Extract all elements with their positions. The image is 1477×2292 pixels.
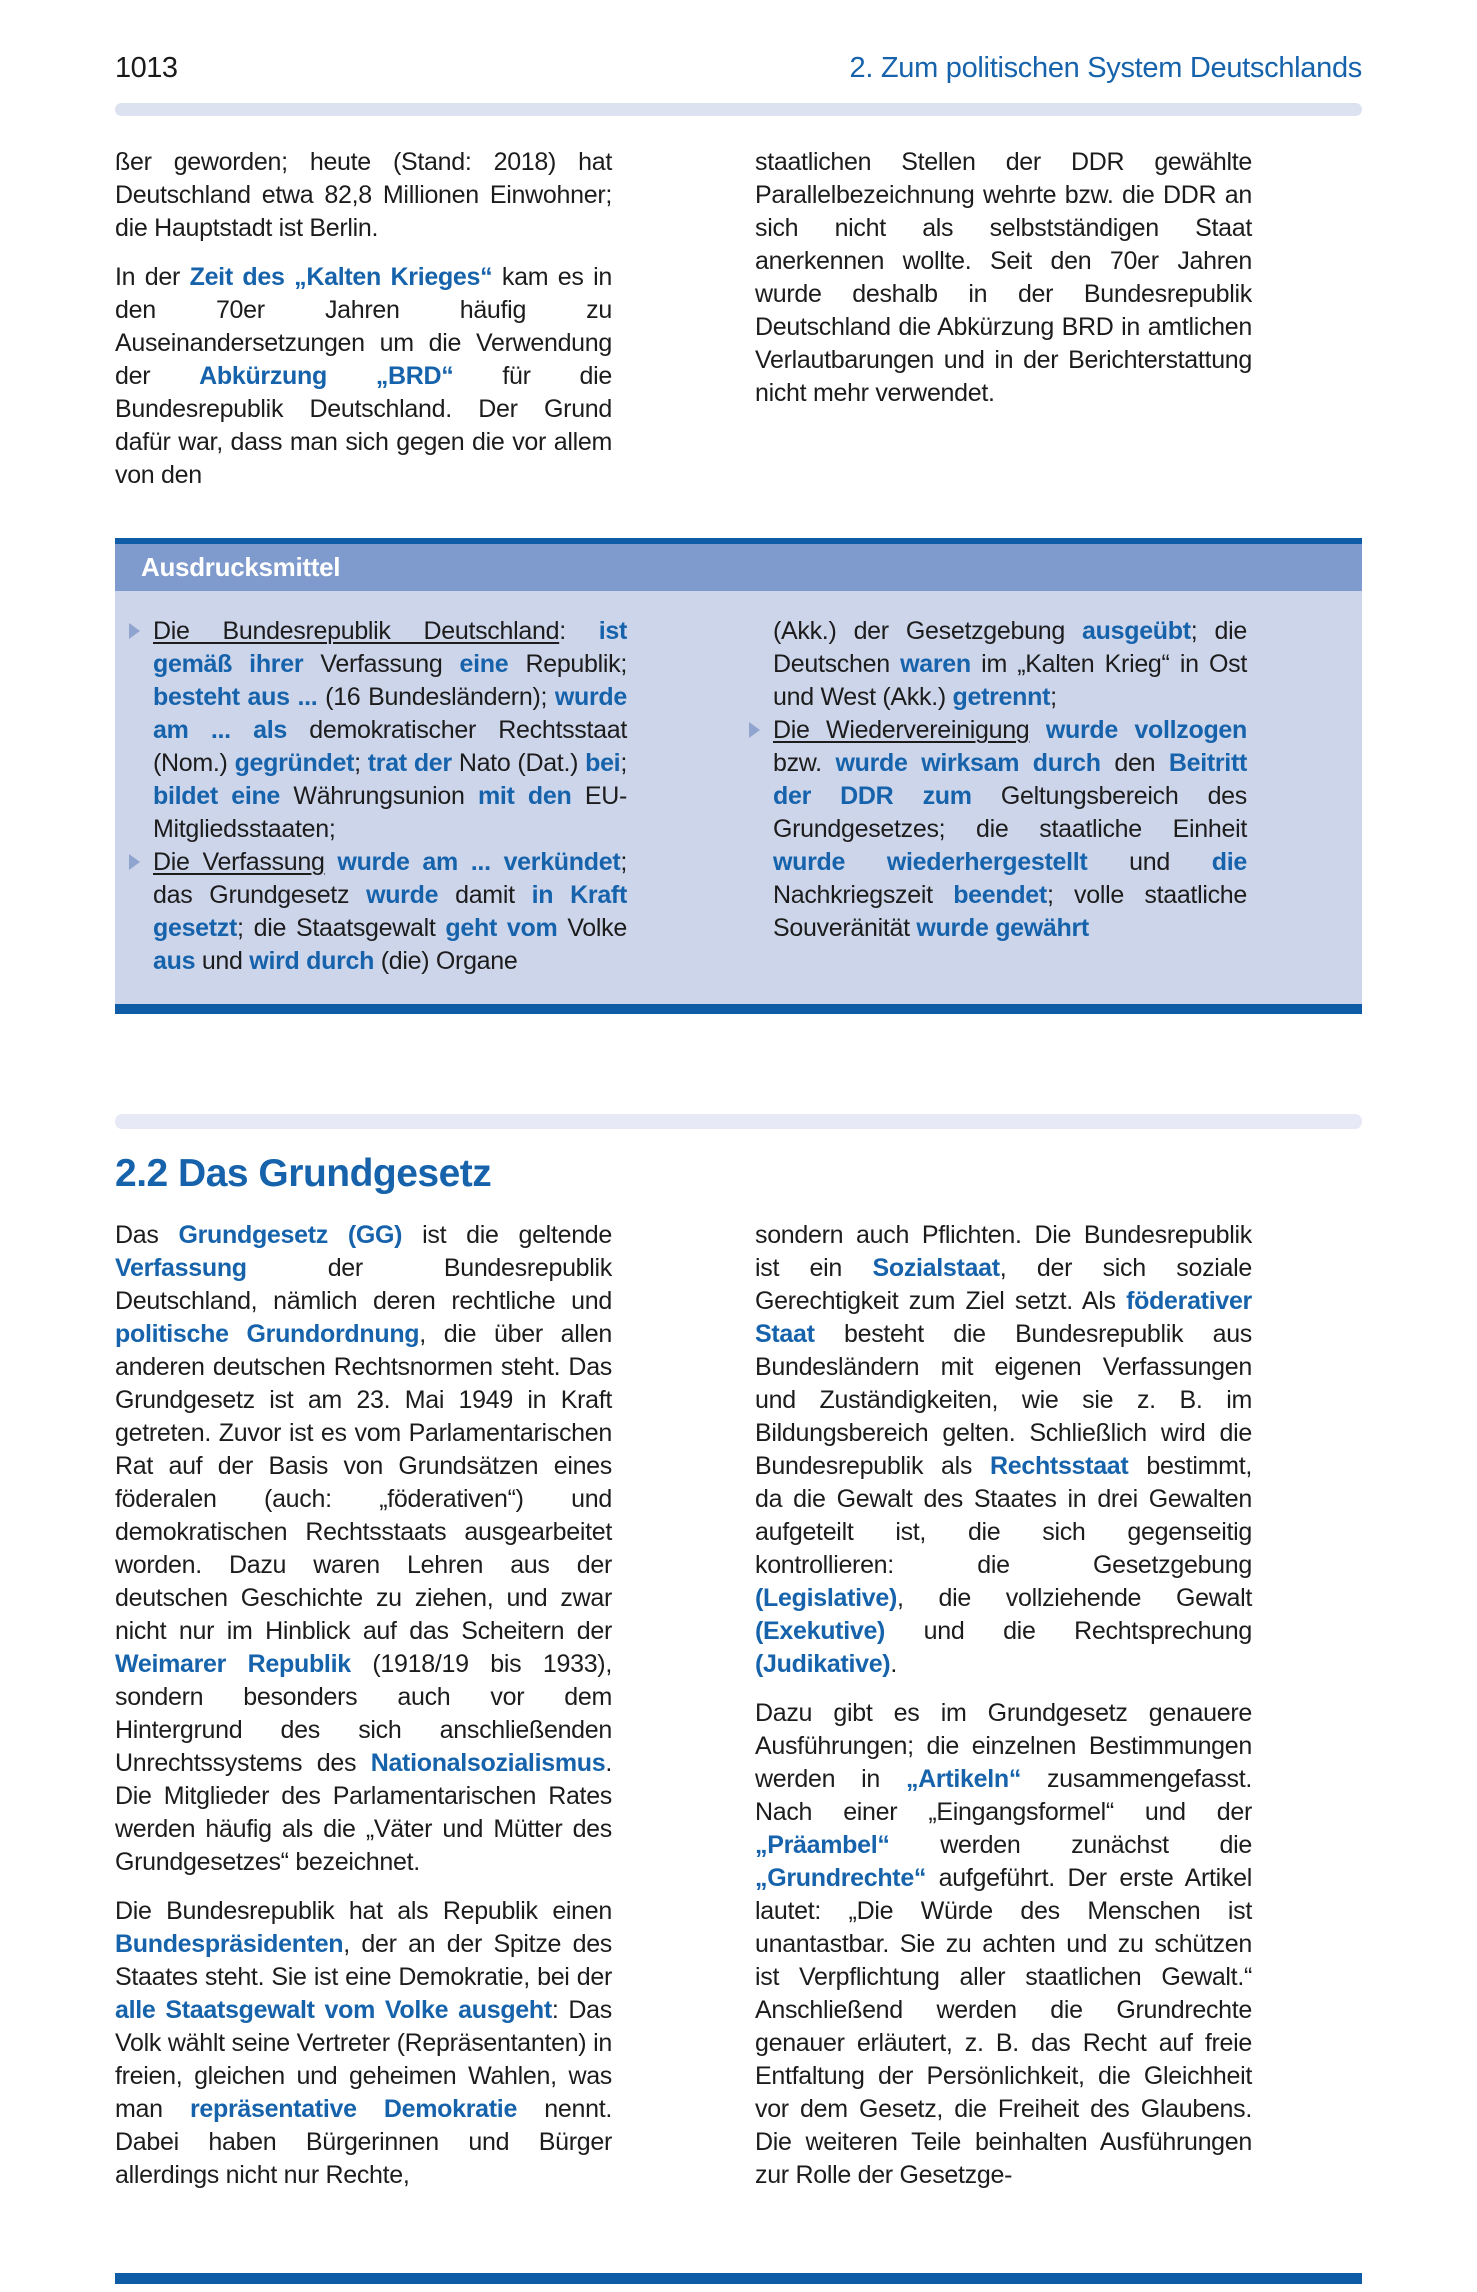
box-right-column [747,615,1247,978]
bullet-triangle-icon [749,722,760,738]
ausdrucksmittel-box [115,538,1362,1014]
section-paragraph: Die Bundesrepublik hat als Republik einen Bundespräsidenten, der an der Spitze des Staates steht. Sie ist eine Demokratie, bei der alle Staatsgewalt vom Volke ausgeht: Das Volk wählt seine Vertreter (Repräsentanten) in freien, gleichen und geheimen Wahlen, was man repräsentative Demokratie nennt. Dabei haben Bürgerinnen und Bürger allerdings nicht nur Rechte, [115,1897,612,2189]
intro-left-column [115,146,612,492]
intro-paragraph: In der Zeit des „Kalten Krieges“ kam es in den 70er Jahren häufig zu Auseinandersetzungen um die Verwendung der Abkürzung „BRD“ für die Bundesrepublik Deutschland. Der Grund dafür war, dass man sich gegen die vor allem von den [115,263,612,489]
section-left-column [115,1219,612,2192]
header-rule [115,103,1362,116]
expression-item [127,846,627,978]
intro-paragraph: staatlichen Stellen der DDR gewählte Parallelbezeichnung wehrte bzw. die DDR an sich nicht als selbstständigen Staat anerkennen wollte. Seit den 70er Jahren wurde deshalb in der Bundesrepublik Deutschland die Abkürzung BRD in amtlichen Verlautbarungen und in der Berichterstattung nicht mehr verwendet. [755,148,1252,407]
bullet-triangle-icon [129,854,140,870]
bullet-triangle-icon [129,623,140,639]
section-divider-rule [115,1114,1362,1129]
page-number: 1013 [115,52,178,84]
expression-item [747,714,1247,945]
expression-item-text: (Akk.) der Gesetzgebung ausgeübt; die Deutschen waren im „Kalten Krieg“ in Ost und West (Akk.) getrennt; [773,617,1248,711]
intro-section [115,146,1362,492]
box-body [115,591,1362,1004]
section-paragraph: Dazu gibt es im Grundgesetz genauere Ausführungen; die einzelnen Bestimmungen werden in „Artikeln“ zusammengefasst. Nach einer „Eingangsformel“ und der „Präambel“ werden zunächst die „Grundrechte“ aufgeführt. Der erste Artikel lautet: „Die Würde des Menschen ist unantastbar. Sie zu achten und zu schützen ist Verpflichtung aller staatlichen Gewalt.“ Anschließend werden die Grundrechte genauer erläutert, z. B. das Recht auf freie Entfaltung der Persönlichkeit, die Gleichheit vor dem Gesetz, die Freiheit des Glaubens. Die weiteren Teile beinhalten Ausführungen zur Rolle der Gesetzge- [755,1699,1252,2189]
intro-right-column [755,146,1252,410]
box-header [115,544,1362,591]
expression-item-continuation [747,615,1247,714]
chapter-title: 2. Zum politischen System Deutschlands [849,52,1362,84]
section-paragraph: Das Grundgesetz (GG) ist die geltende Verfassung der Bundesrepublik Deutschland, nämlich deren rechtliche und politische Grundordnung, die über allen anderen deutschen Rechtsnormen steht. Das Grundgesetz ist am 23. Mai 1949 in Kraft getreten. Zuvor ist es vom Parlamentarischen Rat auf der Basis von Grundsätzen eines föderalen (auch: „föderativen“) und demokratischen Rechtsstaats ausgearbeitet worden. Dazu waren Lehren aus der deutschen Geschichte zu ziehen, und zwar nicht nur im Hinblick auf das Scheitern der Weimarer Republik (1918/19 bis 1933), sondern besonders auch vor dem Hintergrund des sich anschließenden Unrechtssystems des Nationalsozialismus. Die Mitglieder des Parlamentarischen Rates werden häufig als die „Väter und Mütter des Grundgesetzes“ bezeichnet. [115,1221,613,1876]
section-paragraph: sondern auch Pflichten. Die Bundesrepublik ist ein Sozialstaat, der sich soziale Gerechtigkeit zum Ziel setzt. Als föderativer Staat besteht die Bundesrepublik aus Bundesländern mit eigenen Verfassungen und Zuständigkeiten, wie sie z. B. im Bildungsbereich gelten. Schließlich wird die Bundesrepublik als Rechtsstaat bestimmt, da die Gewalt des Staates in drei Gewalten aufgeteilt ist, die sich gegenseitig kontrollieren: die Gesetzgebung (Legislative), die vollziehende Gewalt (Exekutive) und die Rechtsprechung (Judikative). [755,1221,1252,1678]
expression-item-text: Die Verfassung wurde am ... verkündet; das Grundgesetz wurde damit in Kraft gesetzt; die Staatsgewalt geht vom Volke aus und wird durch (die) Organe [153,848,628,975]
box-left-column [127,615,627,978]
intro-paragraph: ßer geworden; heute (Stand: 2018) hat Deutschland etwa 82,8 Millionen Einwohner; die Hauptstadt ist Berlin. [115,148,612,242]
expression-item-text: Die Wiedervereinigung wurde vollzogen bzw. wurde wirksam durch den Beitritt der DDR zum Geltungsbereich des Grundgesetzes; die staatliche Einheit wurde wiederhergestellt und die Nachkriegszeit beendet; volle staatliche Souveränität wurde gewährt [773,716,1247,942]
section-right-column [755,1219,1252,2192]
box-title: Ausdrucksmittel [141,552,341,582]
grundgesetz-section [115,1219,1362,2192]
page-header [115,0,1362,86]
expression-item [127,615,627,846]
page-bottom-rule [115,2273,1362,2284]
expression-item-text: Die Bundesrepublik Deutschland: ist gemäß ihrer Verfassung eine Republik; besteht aus ... (16 Bundesländern); wurde am ... als demokratischer Rechtsstaat (Nom.) gegründet; trat der Nato (Dat.) bei; bildet eine Währungsunion mit den EU-Mitgliedsstaaten; [153,617,627,843]
section-heading: 2.2 Das Grundgesetz [115,1152,492,1195]
